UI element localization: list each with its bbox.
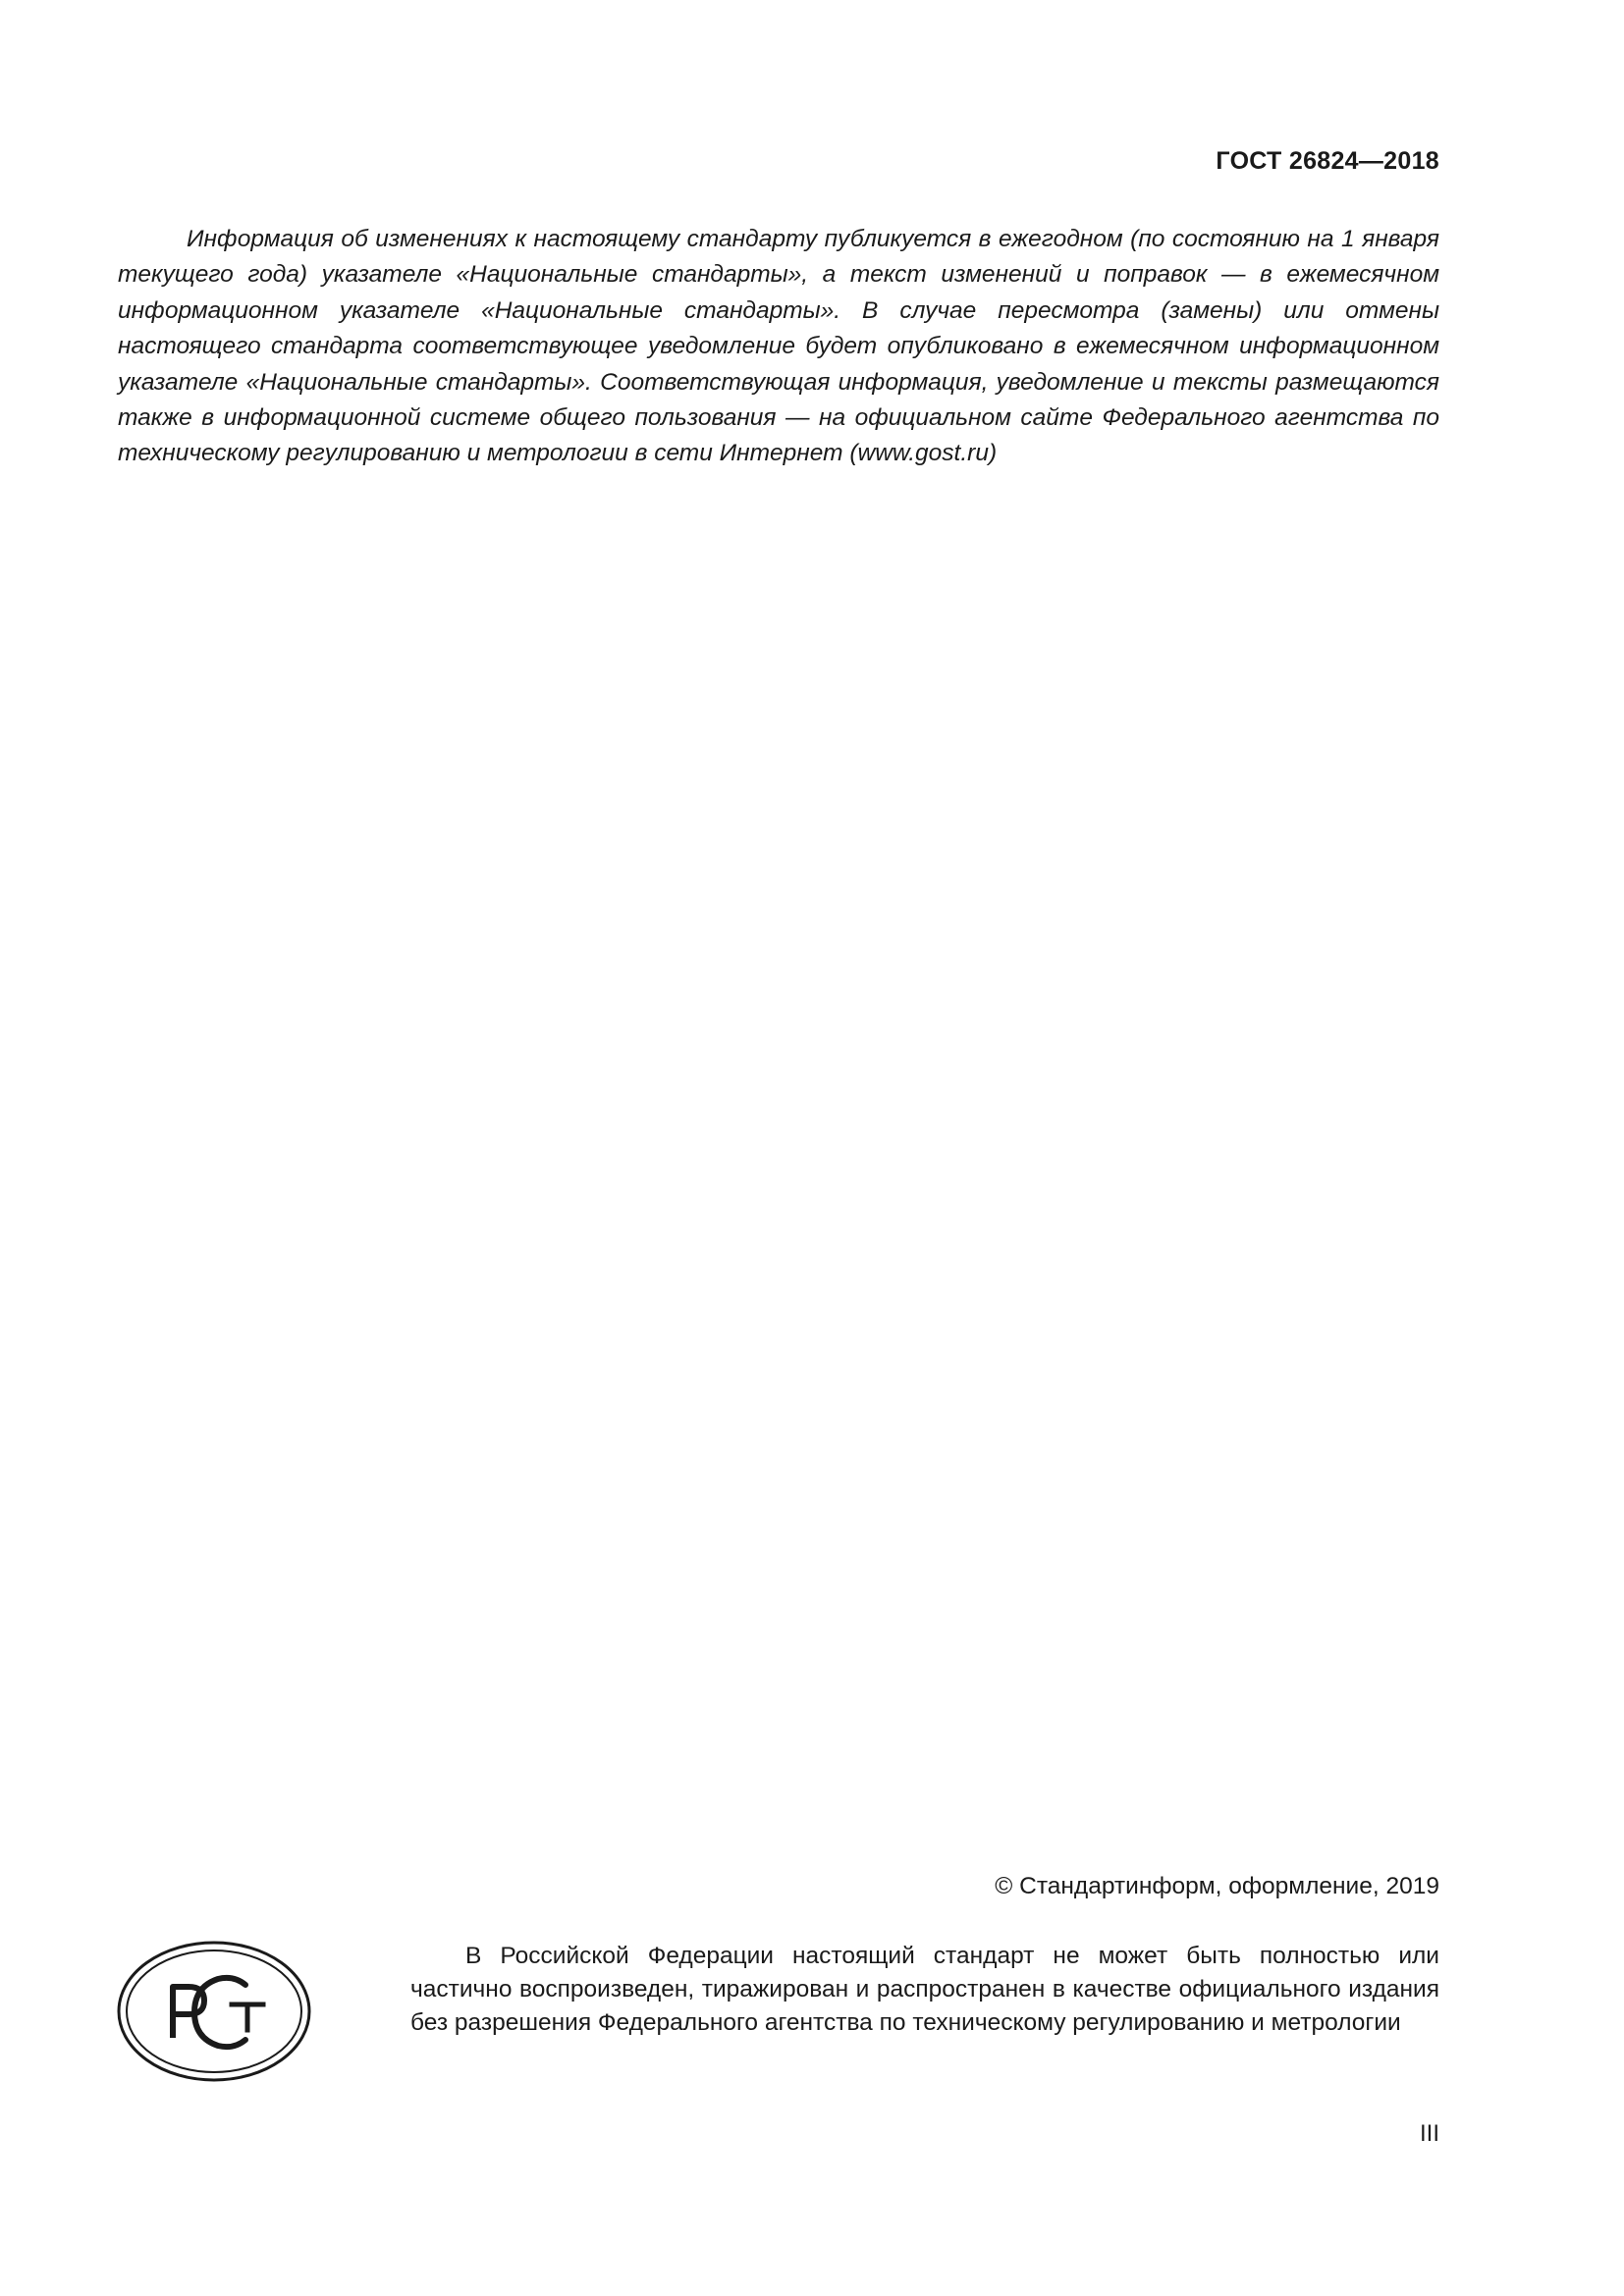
document-code: ГОСТ 26824—2018	[1216, 147, 1439, 175]
gost-emblem-icon	[116, 1940, 312, 2083]
reproduction-note: В Российской Федерации настоящий стандарт не может быть полностью или частично воспроизведен, тиражирован и распространен в качестве официального издания без разрешения Федерального агентства по техническому регулированию и метрологии	[410, 1943, 1439, 2036]
copyright-line: © Стандартинформ, оформление, 2019	[995, 1873, 1439, 1899]
page-number: III	[1419, 2120, 1439, 2147]
info-paragraph: Информация об изменениях к настоящему стандарту публикуется в ежегодном (по состоянию на 1 января текущего года) указателе «Национальные стандарты», а текст изменений и поправок — в ежемесячном информационном указателе «Национальные стандарты». В случае пересмотра (замены) или отмены настоящего стандарта соответствующее уведомление будет опубликовано в ежемесячном информационном указателе «Национальные стандарты». Соответствующая информация, уведомление и тексты размещаются также в информационной системе общего пользования — на официальном сайте Федерального агентства по техническому регулированию и метрологии в сети Интернет (www.gost.ru)	[118, 226, 1439, 467]
